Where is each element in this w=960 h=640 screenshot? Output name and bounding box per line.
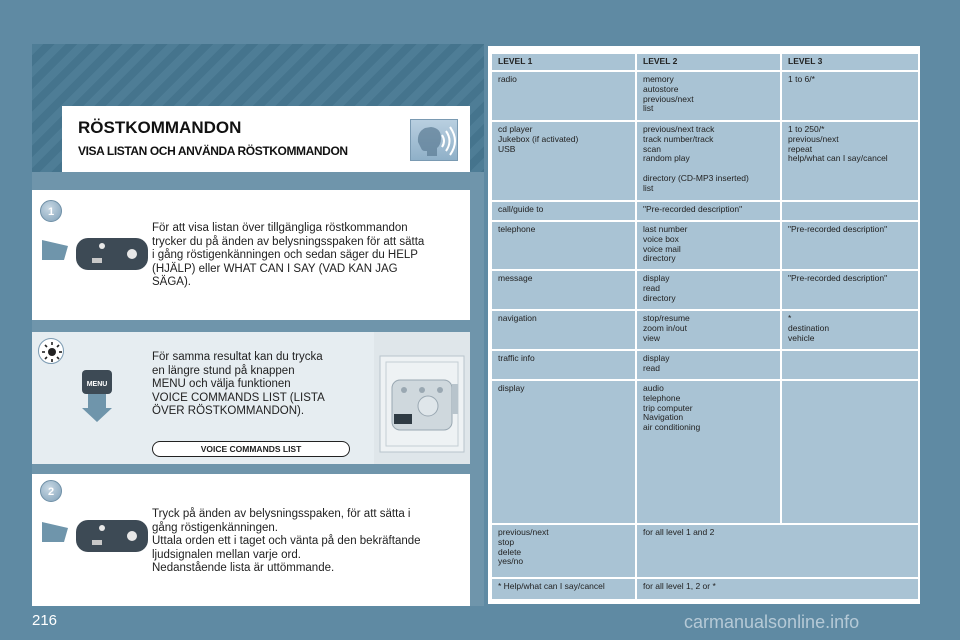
table-cell: audio telephone trip computer Navigation air conditioning [637,381,780,523]
step-2-text: Tryck på änden av belysningsspaken, för att sätta i gång röstigenkänningen. Uttala orden ett i taget och vänta på den bekräftande ljudsignalen mellan varje ord. Nedanstående lista är uttömmande. [152,508,421,574]
table-cell: previous/next track track number/track scan random play directory (CD-MP3 inserted) list [637,122,780,200]
table-cell: for all level 1 and 2 [637,525,918,577]
table-row [492,72,918,120]
voice-commands-table [490,52,920,601]
step-1-text: För att visa listan över tillgängliga röstkommandon trycker du på änden av belysningsspaken för att sätta i gång röstigenkänningen och sedan säger du HELP (HJÄLP) eller WHAT CAN I SAY (VAD KAN JAG SÄGA). [152,222,425,288]
table-row [492,381,918,523]
step-2-badge: 2 [40,480,62,502]
page-title: RÖSTKOMMANDON [78,118,242,137]
table-cell: message [492,271,635,309]
table-cell: "Pre-recorded description" [782,271,918,309]
table-cell: * Help/what can I say/cancel [492,579,635,599]
table-cell: telephone [492,222,635,269]
title-card [62,106,470,172]
tip-text: För samma resultat kan du trycka en längre stund på knappen MENU och välja funktionen VOICE COMMANDS LIST (LISTA ÖVER RÖSTKOMMANDON). [152,351,325,417]
menu-button-icon [78,368,118,424]
table-cell [782,202,918,220]
table-row [492,271,918,309]
table-cell: "Pre-recorded description" [782,222,918,269]
table-cell: previous/next stop delete yes/no [492,525,635,577]
table-cell: display read directory [637,271,780,309]
table-header-row [492,54,918,70]
page-number: 216 [32,612,58,629]
table-cell: 1 to 6/* [782,72,918,120]
table-row [492,351,918,379]
table-cell: * destination vehicle [782,311,918,349]
table-cell: navigation [492,311,635,349]
table-cell: for all level 1, 2 or * [637,579,918,599]
table-cell: traffic info [492,351,635,379]
table-cell: display read [637,351,780,379]
header-level-2: LEVEL 2 [637,54,780,70]
step-1-badge: 1 [40,200,62,222]
header-level-3: LEVEL 3 [782,54,918,70]
table-cell: cd player Jukebox (if activated) USB [492,122,635,200]
sun-icon [38,338,64,364]
menu-button-label: MENU [86,381,108,388]
table-cell [782,351,918,379]
table-cell: radio [492,72,635,120]
header-level-1: LEVEL 1 [492,54,635,70]
lighting-stalk-icon [40,230,150,290]
voice-commands-list-pill: VOICE COMMANDS LIST [152,441,350,457]
table-cell: last number voice box voice mail directory [637,222,780,269]
table-cell: "Pre-recorded description" [637,202,780,220]
table-cell: call/guide to [492,202,635,220]
table-row [492,122,918,200]
table-row [492,525,918,577]
table-cell: 1 to 250/* previous/next repeat help/what can I say/cancel [782,122,918,200]
lighting-stalk-icon-2 [40,512,150,572]
voice-commands-table-panel [488,46,920,604]
table-cell: display [492,381,635,523]
table-row [492,579,918,599]
table-cell [782,381,918,523]
voice-command-icon [410,119,458,161]
page-subtitle: VISA LISTAN OCH ANVÄNDA RÖSTKOMMANDON [78,144,348,158]
table-cell: memory autostore previous/next list [637,72,780,120]
watermark: carmanualsonline.info [684,612,860,632]
radio-console-image [374,332,470,464]
table-row [492,311,918,349]
table-row [492,202,918,220]
table-row [492,222,918,269]
table-cell: stop/resume zoom in/out view [637,311,780,349]
